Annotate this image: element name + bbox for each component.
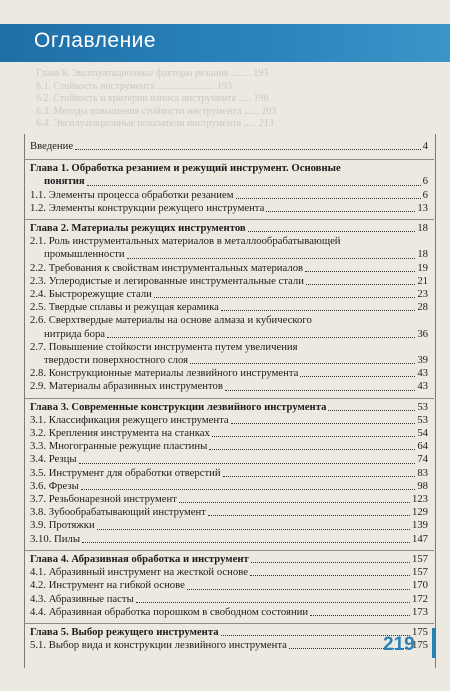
leader-dots — [107, 337, 415, 338]
toc-entry-title: 2.2. Требования к свойствам инструментальных материалов — [30, 261, 304, 274]
chapter-4 — [30, 551, 428, 623]
leader-dots — [236, 198, 421, 199]
leader-dots — [251, 562, 410, 563]
toc-entry-page: 173 — [411, 605, 428, 618]
toc-entry[interactable] — [30, 314, 428, 340]
leader-dots — [82, 542, 410, 543]
chapter-title: Глава 2. Материалы режущих инструментов — [30, 222, 246, 235]
toc-entry-title-cont: промышленности — [44, 248, 125, 261]
leader-dots — [300, 376, 415, 377]
toc-intro — [30, 138, 428, 159]
toc-entry-title: 2.1. Роль инструментальных материалов в металлообрабатывающей — [30, 235, 341, 248]
toc-entry-title: 3.9. Протяжки — [30, 519, 95, 532]
toc-entry-page: 39 — [417, 354, 428, 367]
chapter-2 — [30, 220, 428, 398]
toc-entry[interactable] — [30, 414, 428, 427]
toc-entry-title: 2.3. Углеродистые и легированные инструментальные стали — [30, 274, 304, 287]
toc-entry-title: 3.4. Резцы — [30, 453, 77, 466]
toc-entry-title: 2.6. Сверхтвердые материалы на основе алмаза и кубического — [30, 314, 312, 327]
toc-entry-intro[interactable] — [30, 140, 428, 153]
toc-entry-page: 83 — [417, 466, 428, 479]
toc-entry-page: 4 — [422, 140, 428, 152]
toc-entry-title: 3.6. Фрезы — [30, 479, 79, 492]
toc-entry-page: 172 — [411, 592, 428, 605]
leader-dots — [209, 449, 415, 450]
toc-entry-title: 5.1. Выбор вида и конструкции лезвийного инструмента — [30, 639, 287, 652]
leader-dots — [190, 363, 415, 364]
page-number: 219 — [383, 634, 415, 655]
toc-entry-title: 1.2. Элементы конструкции режущего инструмента — [30, 201, 265, 214]
toc-entry[interactable] — [30, 533, 428, 546]
bleed-line: 6.1. Стойкость инструмента ....................... 193 — [36, 80, 233, 92]
toc-entry-page: 123 — [411, 493, 428, 506]
chapter-page: 175 — [411, 625, 428, 638]
toc-entry[interactable] — [30, 262, 428, 275]
toc-entry-page: 43 — [417, 367, 428, 380]
toc-entry-page: 6 — [422, 188, 428, 201]
bleed-through-text — [36, 68, 428, 130]
leader-dots — [328, 410, 415, 411]
toc-entry-page: 19 — [417, 261, 428, 274]
leader-dots — [221, 635, 410, 636]
toc-entry[interactable] — [30, 440, 428, 453]
toc-entry[interactable] — [30, 275, 428, 288]
leader-dots — [231, 423, 416, 424]
toc-entry[interactable] — [30, 566, 428, 579]
toc-entry-title: 1.1. Элементы процесса обработки резанием — [30, 188, 234, 201]
toc-entry-title: 3.1. Классификация режущего инструмента — [30, 413, 229, 426]
leader-dots — [75, 149, 421, 150]
leader-dots — [79, 463, 416, 464]
toc-entry-title: 3.7. Резьбонарезной инструмент — [30, 493, 177, 506]
toc-entry-page: 18 — [417, 248, 428, 261]
toc-entry-page: 28 — [417, 301, 428, 314]
leader-dots — [221, 310, 415, 311]
toc-entry-page: 98 — [417, 479, 428, 492]
leader-dots — [250, 575, 410, 576]
toc-entry-title: 2.4. Быстрорежущие стали — [30, 288, 152, 301]
chapter-heading[interactable] — [30, 222, 428, 235]
toc-entry[interactable] — [30, 606, 428, 619]
toc-entry-title: 3.10. Пилы — [30, 532, 80, 545]
leader-dots — [87, 185, 421, 186]
leader-dots — [225, 390, 415, 391]
toc-entry[interactable] — [30, 288, 428, 301]
leader-dots — [212, 436, 415, 437]
toc-entry-title: 4.1. Абразивный инструмент на жесткой основе — [30, 566, 248, 579]
chapter-page: 53 — [417, 400, 428, 413]
toc-entry[interactable] — [30, 639, 428, 652]
toc-entry-title: 2.5. Твердые сплавы и режущая керамика — [30, 301, 219, 314]
toc-entry-page: 53 — [417, 413, 428, 426]
toc-entry-page: 21 — [417, 274, 428, 287]
chapter-page: 157 — [411, 552, 428, 565]
leader-dots — [208, 515, 410, 516]
toc-entry-page: 157 — [411, 566, 428, 579]
toc-entry-title: 3.3. Многогранные режущие пластины — [30, 440, 208, 453]
toc-entry-title: 3.5. Инструмент для обработки отверстий — [30, 466, 221, 479]
toc-entry-page: 13 — [417, 201, 428, 214]
toc-entry[interactable] — [30, 453, 428, 466]
toc-entry-title: Введение — [30, 140, 74, 152]
toc-entry-title: 3.8. Зубообрабатывающий инструмент — [30, 506, 206, 519]
toc-entry-page: 170 — [411, 579, 428, 592]
leader-dots — [179, 502, 410, 503]
bleed-line: 6.3. Методы повышения стойкости инструмента ...... 203 — [36, 105, 277, 117]
toc-entry[interactable] — [30, 380, 428, 393]
toc-entry[interactable] — [30, 341, 428, 367]
toc-entry-page: 54 — [417, 427, 428, 440]
table-of-contents — [30, 138, 428, 656]
toc-entry[interactable] — [30, 367, 428, 380]
toc-entry[interactable] — [30, 427, 428, 440]
toc-entry[interactable] — [30, 235, 428, 261]
chapter-heading[interactable] — [30, 626, 428, 639]
toc-entry-page: 129 — [411, 506, 428, 519]
chapter-5 — [30, 624, 428, 656]
leader-dots — [97, 529, 410, 530]
leader-dots — [187, 589, 410, 590]
chapter-heading[interactable] — [30, 401, 428, 414]
toc-entry-title: 4.3. Абразивные пасты — [30, 592, 134, 605]
chapter-title: Глава 3. Современные конструкции лезвийного инструмента — [30, 400, 327, 413]
toc-entry-title: 4.2. Инструмент на гибкой основе — [30, 579, 185, 592]
toc-entry[interactable] — [30, 301, 428, 314]
toc-entry[interactable] — [30, 506, 428, 519]
chapter-title: Глава 5. Выбор режущего инструмента — [30, 625, 219, 638]
toc-entry-page: 139 — [411, 519, 428, 532]
chapter-heading[interactable] — [30, 553, 428, 566]
toc-entry-page: 64 — [417, 440, 428, 453]
leader-dots — [154, 297, 415, 298]
chapter-title: Глава 4. Абразивная обработка и инструмент — [30, 552, 249, 565]
toc-entry-title: 2.7. Повышение стойкости инструмента путем увеличения — [30, 340, 298, 353]
toc-entry[interactable] — [30, 519, 428, 532]
toc-entry-page: 74 — [417, 453, 428, 466]
page-title: Оглавление — [34, 29, 157, 52]
toc-entry[interactable] — [30, 593, 428, 606]
toc-entry-title-cont: твердости поверхностного слоя — [44, 354, 189, 367]
leader-dots — [127, 258, 416, 259]
leader-dots — [310, 615, 410, 616]
toc-entry-page: 36 — [417, 327, 428, 340]
leader-dots — [223, 476, 416, 477]
header-bar — [0, 24, 450, 62]
leader-dots — [305, 271, 415, 272]
toc-entry[interactable] — [30, 189, 428, 202]
chapter-title-cont: понятия — [44, 175, 85, 188]
bleed-line: 6.2. Стойкость и критерии износа инструмента ..... 196 — [36, 93, 269, 104]
toc-entry-page: 147 — [411, 532, 428, 545]
toc-entry[interactable] — [30, 493, 428, 506]
chapter-page: 18 — [417, 222, 428, 235]
chapter-3 — [30, 399, 428, 550]
leader-dots — [306, 284, 415, 285]
chapter-page: 6 — [422, 175, 428, 188]
leader-dots — [248, 231, 416, 232]
toc-entry[interactable] — [30, 579, 428, 592]
bleed-line: 6.4. Эксплуатационные показатели инструмента ..... 213 — [36, 118, 274, 129]
toc-entry-page: 23 — [417, 288, 428, 301]
toc-entry-title: 3.2. Крепления инструмента на станках — [30, 427, 210, 440]
leader-dots — [136, 602, 410, 603]
leader-dots — [81, 489, 416, 490]
toc-entry-title: 2.9. Материалы абразивных инструментов — [30, 380, 223, 393]
toc-entry-title-cont: нитрида бора — [44, 327, 106, 340]
toc-entry-page: 175 — [411, 639, 428, 652]
bleed-line: Глава 8. Эксплуатационные факторы резания ........ 193 — [36, 68, 269, 79]
chapter-title: Глава 1. Обработка резанием и режущий инструмент. Основные — [30, 162, 341, 175]
chapter-heading[interactable] — [30, 162, 428, 188]
toc-entry[interactable] — [30, 480, 428, 493]
toc-entry[interactable] — [30, 467, 428, 480]
toc-entry-title: 4.4. Абразивная обработка порошком в свободном состоянии — [30, 605, 309, 618]
page-number-bar — [432, 628, 436, 658]
chapter-1 — [30, 160, 428, 219]
toc-entry-title: 2.8. Конструкционные материалы лезвийного инструмента — [30, 367, 299, 380]
toc-entry[interactable] — [30, 202, 428, 215]
toc-entry-page: 43 — [417, 380, 428, 393]
leader-dots — [266, 211, 415, 212]
